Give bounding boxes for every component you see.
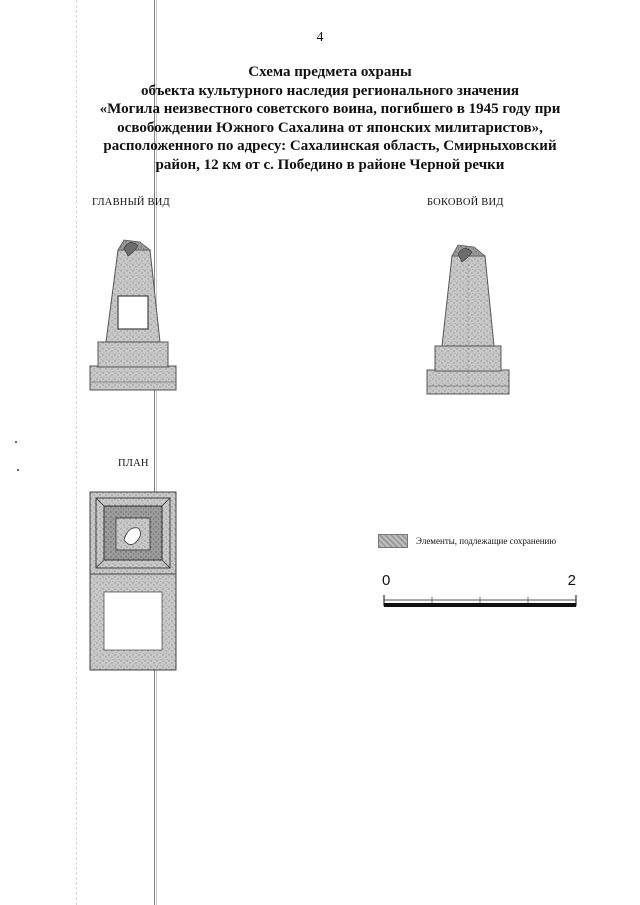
side-view-label: БОКОВОЙ ВИД [427, 197, 504, 208]
title-line-2: объекта культурного наследия регионального значения [141, 82, 519, 99]
legend-swatch [378, 534, 408, 548]
page-number: 4 [316, 30, 324, 45]
scan-speck [17, 469, 19, 471]
main-base [90, 366, 176, 390]
main-plaque [118, 296, 148, 329]
main-view-label: ГЛАВНЫЙ ВИД [92, 197, 170, 208]
main-view-drawing [90, 240, 176, 390]
scale-max-label: 2 [567, 572, 576, 589]
scale-bar [382, 572, 578, 612]
legend [378, 534, 556, 548]
side-view-drawing [427, 245, 509, 394]
plan-view-label: ПЛАН [118, 458, 149, 469]
title-line-6: район, 12 км от с. Победино в районе Черной речки [155, 156, 505, 173]
plan-grave-inner [104, 592, 162, 650]
plan-view-drawing [90, 492, 176, 670]
main-pedestal [98, 342, 168, 367]
title-line-5: расположенного по адресу: Сахалинская область, Смирныховский [103, 138, 557, 154]
scan-speck [15, 441, 17, 443]
title-line-1: Схема предмета охраны [248, 64, 412, 80]
legend-label: Элементы, подлежащие сохранению [416, 536, 557, 546]
title-line-3: «Могила неизвестного советского воина, погибшего в 1945 году при [99, 101, 561, 117]
title-line-4: освобождении Южного Сахалина от японских милитаристов», [117, 119, 543, 136]
scale-min-label: 0 [382, 572, 391, 589]
